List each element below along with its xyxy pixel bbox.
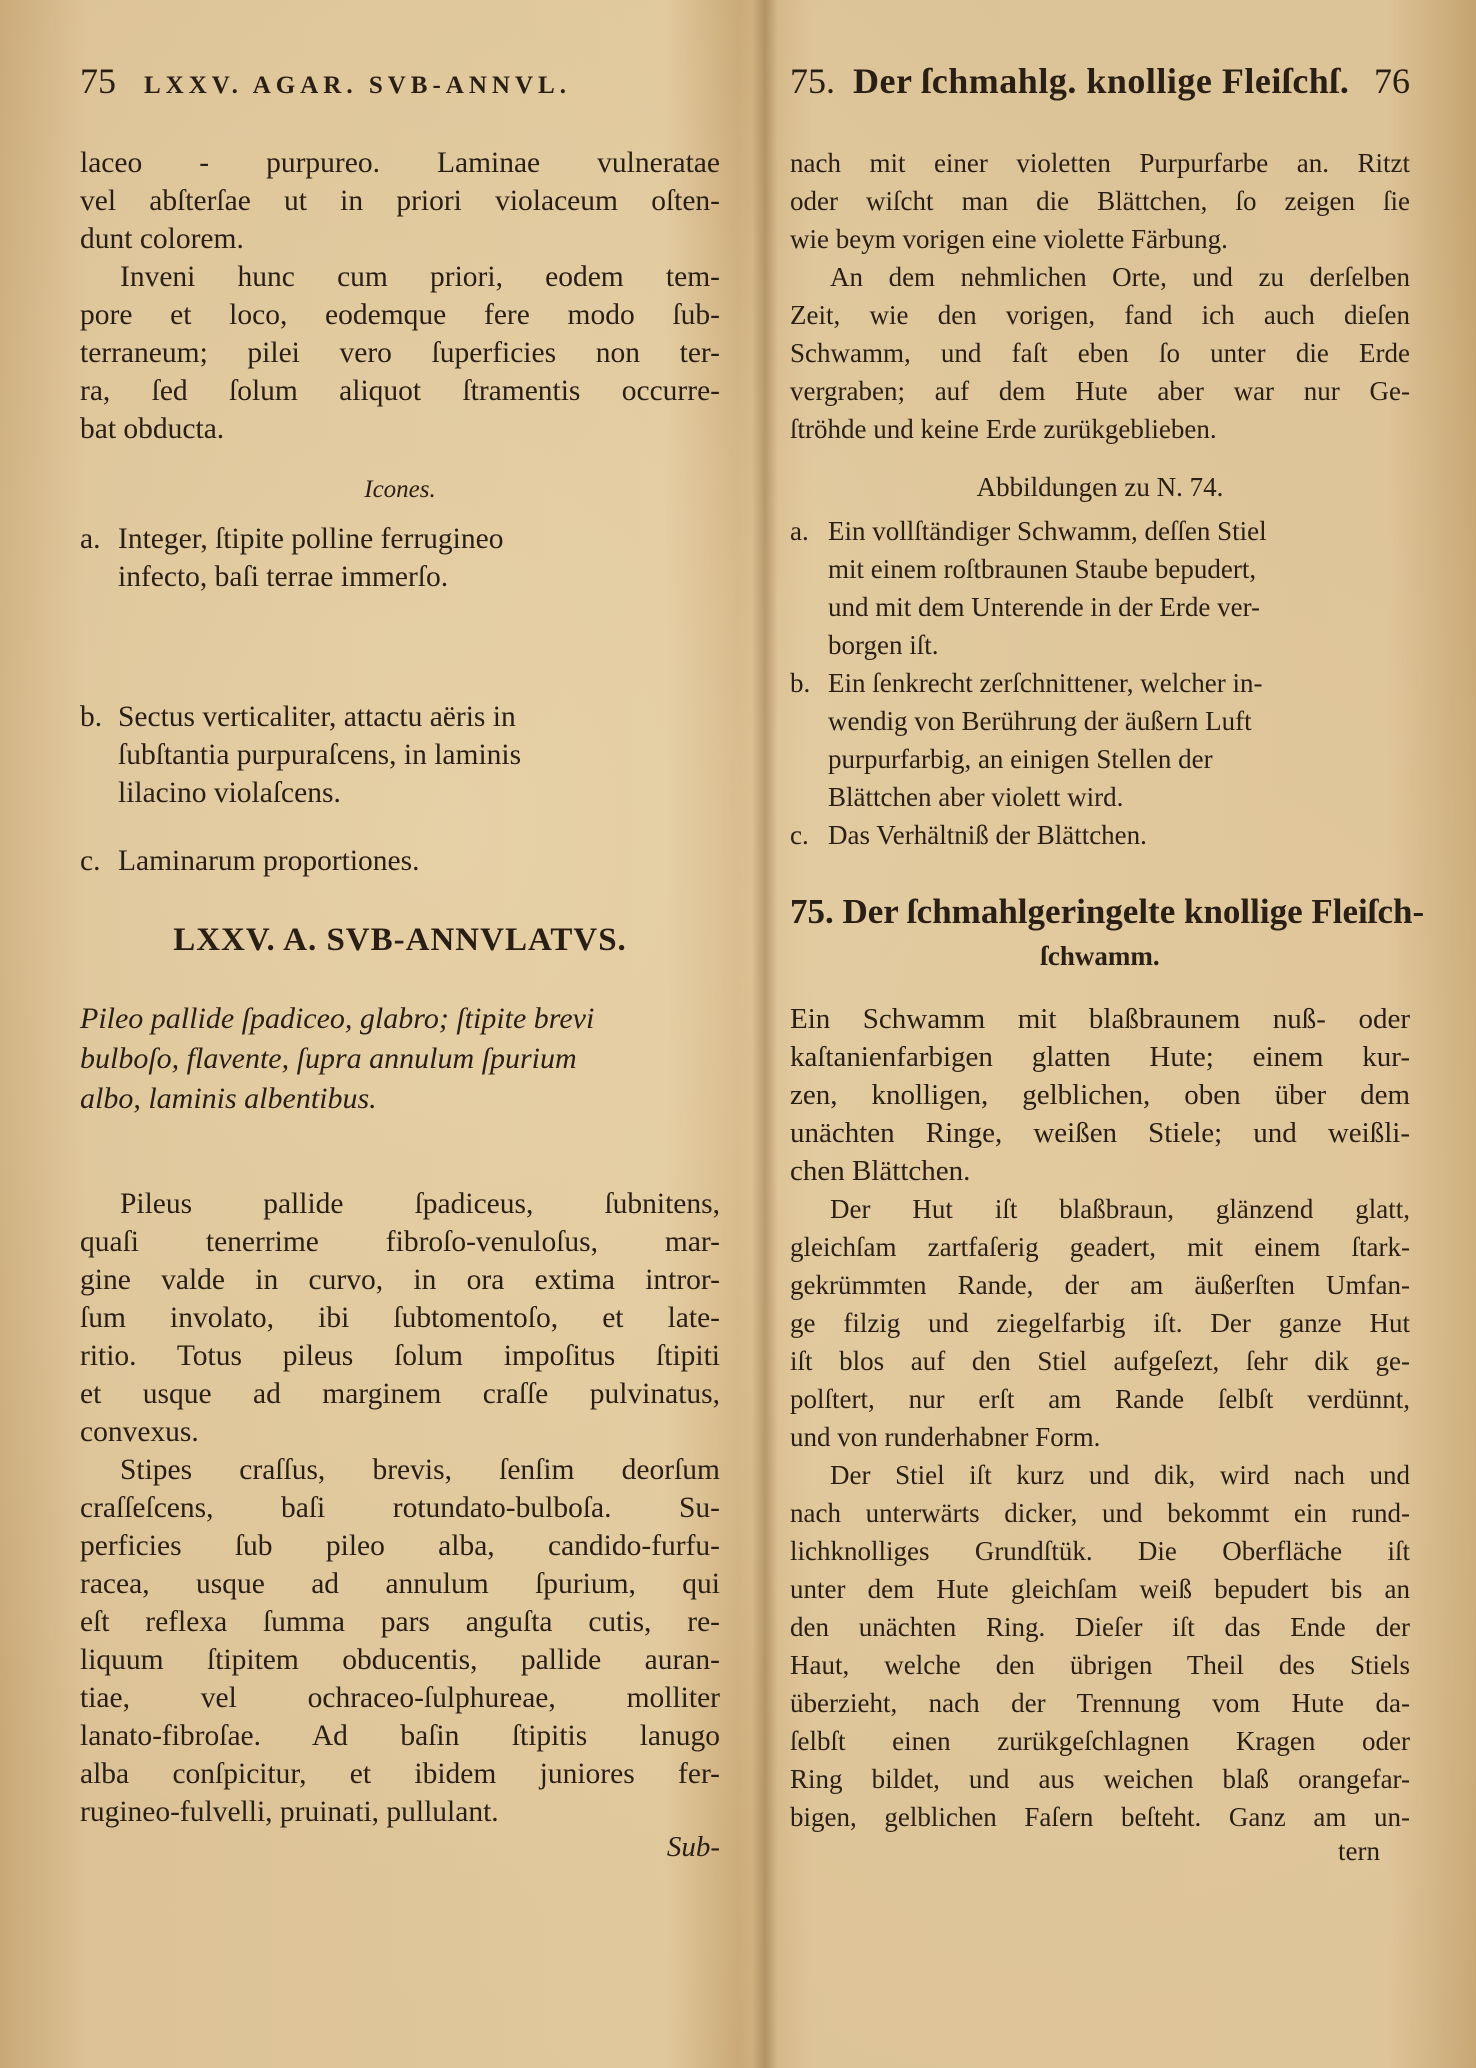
text-line: Der Hut iſt blaßbraun, glänzend glatt, (830, 1194, 1410, 1224)
text-line: quaſi tenerrime fibroſo-venuloſus, mar- (80, 1226, 720, 1258)
text-line: gleichſam zartfaſerig geadert, mit einem ſtark- (790, 1232, 1410, 1262)
right-running-title: Der ſchmahlg. knollige Fleiſchſ. (853, 61, 1350, 101)
text-line: laceo - purpureo. Laminae vulneratae (80, 147, 720, 179)
text-line: nach mit einer violetten Purpurfarbe an. Ritzt (790, 148, 1410, 178)
text-line: Pileo pallide ſpadiceo, glabro; ſtipite brevi (80, 1002, 595, 1035)
caption-label: a. (790, 516, 809, 546)
text-line: et usque ad marginem craſſe pulvinatus, (80, 1378, 720, 1410)
text-line: lichknolliges Grundſtük. Die Oberfläche iſt (790, 1536, 1410, 1566)
text-line: und mit dem Unterende in der Erde ver- (828, 592, 1261, 622)
text-line: vergraben; auf dem Hute aber war nur Ge- (790, 376, 1410, 406)
text-line: liquum ſtipitem obducentis, pallide auran- (80, 1644, 720, 1676)
text-line: ſchwamm. (1040, 941, 1160, 971)
text-line: Ein Schwamm mit blaßbraunem nuß- oder (790, 1003, 1410, 1035)
pileus-paragraph (80, 1185, 720, 1451)
text-line: und von runderhabner Form. (790, 1422, 1101, 1452)
text-line: chen Blättchen. (790, 1155, 971, 1187)
text-line: Schwamm, und faſt eben ſo unter die Erde (790, 338, 1410, 368)
text-line: überzieht, nach der Trennung vom Hute da- (790, 1688, 1410, 1718)
text-line: wie beym vorigen eine violette Färbung. (790, 224, 1228, 254)
section-title: LXXV. A. SVB-ANNVLATVS. (173, 922, 627, 958)
icones-heading: Icones. (364, 476, 436, 503)
text-line: convexus. (80, 1416, 199, 1448)
text-line: An dem nehmlichen Orte, und zu derſelben (830, 262, 1410, 292)
text-line: mit einem roſtbraunen Staube bepudert, (828, 554, 1257, 584)
text-line: oder wiſcht man die Blättchen, ſo zeigen ſie (790, 186, 1410, 216)
caption-label: a. (80, 523, 101, 555)
caption-label: b. (790, 668, 811, 698)
text-line: racea, usque ad annulum ſpurium, qui (80, 1568, 720, 1600)
text-line: ge filzig und ziegelfarbig iſt. Der ganze Hut (790, 1308, 1410, 1338)
text-line: ritio. Totus pileus ſolum impoſitus ſtipiti (80, 1340, 720, 1372)
text-line: Inveni hunc cum priori, eodem tem- (120, 261, 720, 293)
text-line: ra, ſed ſolum aliquot ſtramentis occurre- (80, 375, 720, 407)
text-line: Pileus pallide ſpadiceus, ſubnitens, (120, 1188, 720, 1220)
text-line: den unächten Ring. Dieſer iſt das Ende der (790, 1612, 1410, 1642)
diagnosis (80, 999, 720, 1119)
stipes-paragraph (80, 1451, 720, 1831)
text-line: dunt colorem. (80, 223, 244, 255)
abbildungen-heading: Abbildungen zu N. 74. (976, 472, 1224, 502)
text-line: infecto, baſi terrae immerſo. (118, 561, 449, 593)
text-line: Stipes craſſus, brevis, ſenſim deorſum (120, 1454, 720, 1486)
catchword: Sub- (666, 1831, 720, 1863)
text-line: lanato-fibroſae. Ad baſin ſtipitis lanugo (80, 1720, 720, 1752)
figure-caption-a (790, 512, 1410, 664)
species-description (790, 1000, 1410, 1190)
book-gutter (752, 0, 778, 2068)
text-line: wendig von Berührung der äußern Luft (828, 706, 1252, 736)
icon-caption-c (80, 842, 720, 880)
text-line: bat obducta. (80, 413, 225, 445)
icon-caption-b (80, 698, 720, 812)
text-line: Ein vollſtändiger Schwamm, deſſen Stiel (828, 516, 1267, 546)
text-line: lilacino violaſcens. (118, 777, 341, 809)
text-line: borgen iſt. (828, 630, 939, 660)
text-line: 75. Der ſchmahlgeringelte knollige Fleiſch- (790, 892, 1425, 931)
icon-caption-a (80, 520, 720, 596)
figure-caption-c (790, 816, 1410, 854)
text-line: albo, laminis albentibus. (80, 1082, 377, 1115)
text-line: perficies ſub pileo alba, candido-furfu- (80, 1530, 720, 1562)
hut-paragraph (790, 1190, 1410, 1456)
left-paragraph-2 (80, 258, 720, 448)
text-line: ſum involato, ibi ſubtomentoſo, et late- (80, 1302, 720, 1334)
text-line: Blättchen aber violett wird. (828, 782, 1124, 812)
right-page (790, 60, 1425, 1867)
text-line: ſubſtantia purpuraſcens, in laminis (118, 739, 522, 771)
text-line: eſt reflexa ſumma pars anguſta cutis, re- (80, 1606, 720, 1638)
right-paragraph-2 (790, 258, 1410, 448)
right-page-number-right: 76 (1374, 61, 1410, 101)
text-line: Ein ſenkrecht zerſchnittener, welcher in- (828, 668, 1263, 698)
text-line: nach unterwärts dicker, und bekommt ein rund- (790, 1498, 1410, 1528)
left-running-title: LXXV. AGAR. SVB-ANNVL. (144, 72, 571, 99)
left-running-head (80, 60, 720, 130)
left-paragraph-1 (80, 144, 720, 258)
species-title (790, 890, 1425, 978)
catchword: tern (1338, 1836, 1380, 1866)
text-line: polſtert, nur erſt am Rande ſelbſt verdünnt, (790, 1384, 1410, 1414)
text-line: unter dem Hute gleichſam weiß bepudert bis an (790, 1574, 1410, 1604)
text-line: purpurfarbig, an einigen Stellen der (828, 744, 1213, 774)
text-line: Ring bildet, und aus weichen blaß orangefar- (790, 1764, 1410, 1794)
text-line: Sectus verticaliter, attactu aëris in (118, 701, 516, 733)
caption-label: c. (790, 820, 809, 850)
text-line: craſſeſcens, baſi rotundato-bulboſa. Su- (80, 1492, 720, 1524)
text-line: rugineo-fulvelli, pruinati, pullulant. (80, 1796, 499, 1828)
left-page (80, 60, 720, 1864)
text-line: Haut, welche den übrigen Theil des Stiels (790, 1650, 1410, 1680)
figure-caption-b (790, 664, 1410, 816)
text-line: alba conſpicitur, et ibidem juniores fer- (80, 1758, 720, 1790)
text-line: zen, knolligen, gelblichen, oben über dem (790, 1079, 1410, 1111)
caption-label: c. (80, 845, 101, 877)
text-line: terraneum; pilei vero ſuperficies non ter- (80, 337, 720, 369)
text-line: unächten Ringe, weißen Stiele; und weißli- (790, 1117, 1410, 1149)
text-line: Zeit, wie den vorigen, fand ich auch dieſen (790, 300, 1410, 330)
text-line: ſelbſt einen zurükgeſchlagnen Kragen oder (790, 1726, 1410, 1756)
stiel-paragraph (790, 1456, 1410, 1836)
text-line: tiae, vel ochraceo-ſulphureae, molliter (80, 1682, 720, 1714)
text-line: gine valde in curvo, in ora extima intror- (80, 1264, 720, 1296)
text-line: Das Verhältniß der Blättchen. (828, 820, 1147, 850)
text-line: bigen, gelblichen Faſern beſteht. Ganz am un- (790, 1802, 1410, 1832)
text-line: gekrümmten Rande, der am äußerſten Umfan- (790, 1270, 1410, 1300)
right-page-number-left: 75. (790, 61, 835, 101)
right-running-head (790, 60, 1410, 130)
text-line: Der Stiel iſt kurz und dik, wird nach und (830, 1460, 1410, 1490)
right-paragraph-1 (790, 144, 1410, 258)
text-line: iſt blos auf den Stiel aufgeſezt, ſehr dik ge- (790, 1346, 1410, 1376)
text-line: ſtröhde und keine Erde zurükgeblieben. (790, 414, 1217, 444)
text-line: bulboſo, flavente, ſupra annulum ſpurium (80, 1042, 577, 1075)
text-line: Integer, ſtipite polline ferrugineo (118, 523, 504, 555)
text-line: vel abſterſae ut in priori violaceum oſten- (80, 185, 720, 217)
caption-label: b. (80, 701, 103, 733)
left-page-number: 75 (80, 61, 116, 101)
text-line: kaſtanienfarbigen glatten Hute; einem kur- (790, 1041, 1410, 1073)
text-line: pore et loco, eodemque fere modo ſub- (80, 299, 720, 331)
text-line: Laminarum proportiones. (118, 845, 420, 877)
